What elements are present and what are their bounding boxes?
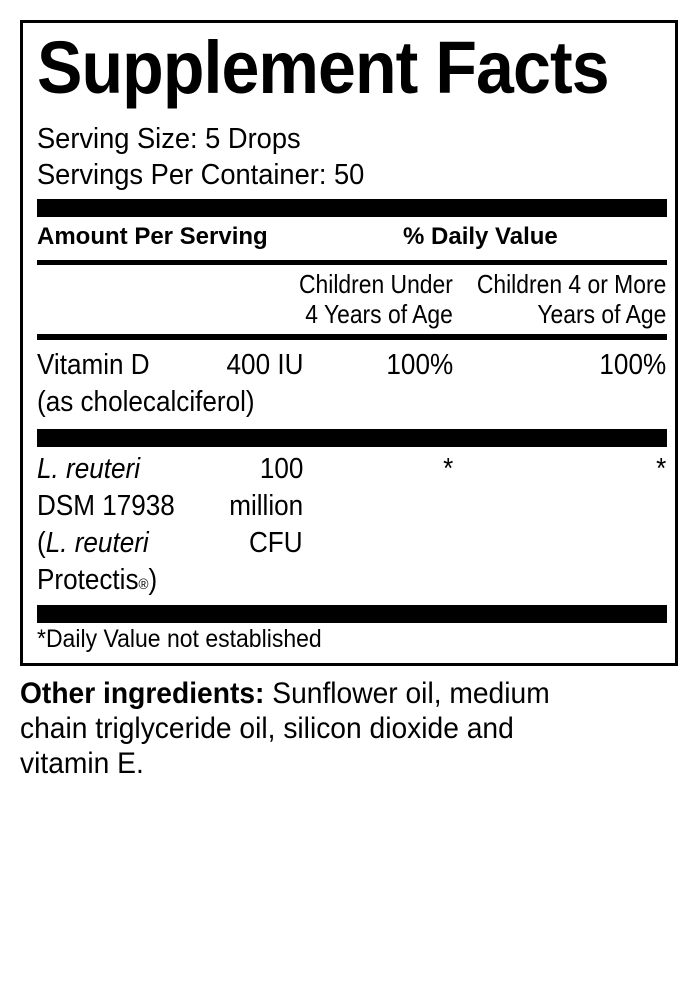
reuteri-amount-cfu: CFU — [249, 527, 303, 559]
thick-divider-bottom — [37, 605, 667, 623]
vitamin-d-dv-over4: 100% — [599, 349, 666, 381]
vitamin-d-name: Vitamin D — [37, 349, 150, 381]
supplement-facts-panel — [20, 20, 678, 666]
thick-divider-middle — [37, 429, 667, 447]
registered-mark: ® — [138, 576, 149, 593]
reuteri-amount-value: 100 — [259, 453, 303, 485]
reuteri-dv-over4: * — [655, 453, 666, 485]
servings-per-container: Servings Per Container: 50 — [37, 159, 365, 191]
reuteri-strain: DSM 17938 — [37, 490, 175, 522]
panel-title: Supplement Facts — [37, 26, 609, 109]
reuteri-name: L. reuteri — [37, 453, 141, 485]
column-children-4-or-more: Children 4 or More Years of Age — [476, 269, 666, 329]
divider-columns — [37, 334, 667, 340]
reuteri-amount-unit: million — [229, 490, 303, 522]
other-ingredients: Other ingredients: Sunflower oil, medium chain triglyceride oil, silicon dioxide and vitamin E. — [20, 677, 550, 780]
divider-header — [37, 260, 667, 265]
thick-divider-top — [37, 199, 667, 217]
reuteri-dv-under4: * — [442, 453, 453, 485]
vitamin-d-amount: 400 IU — [226, 349, 303, 381]
serving-size: Serving Size: 5 Drops — [37, 123, 301, 155]
daily-value-header: % Daily Value — [403, 223, 558, 250]
reuteri-brand-line: (L. reuteri — [37, 527, 149, 559]
daily-value-footnote: *Daily Value not established — [37, 625, 322, 653]
vitamin-d-form: (as cholecalciferol) — [37, 386, 255, 418]
vitamin-d-dv-under4: 100% — [386, 349, 453, 381]
other-ingredients-label: Other ingredients: — [20, 677, 265, 710]
reuteri-protectis: Protectis®) — [37, 564, 158, 596]
amount-per-serving-header: Amount Per Serving — [37, 223, 268, 250]
column-children-under-4: Children Under 4 Years of Age — [299, 269, 453, 329]
